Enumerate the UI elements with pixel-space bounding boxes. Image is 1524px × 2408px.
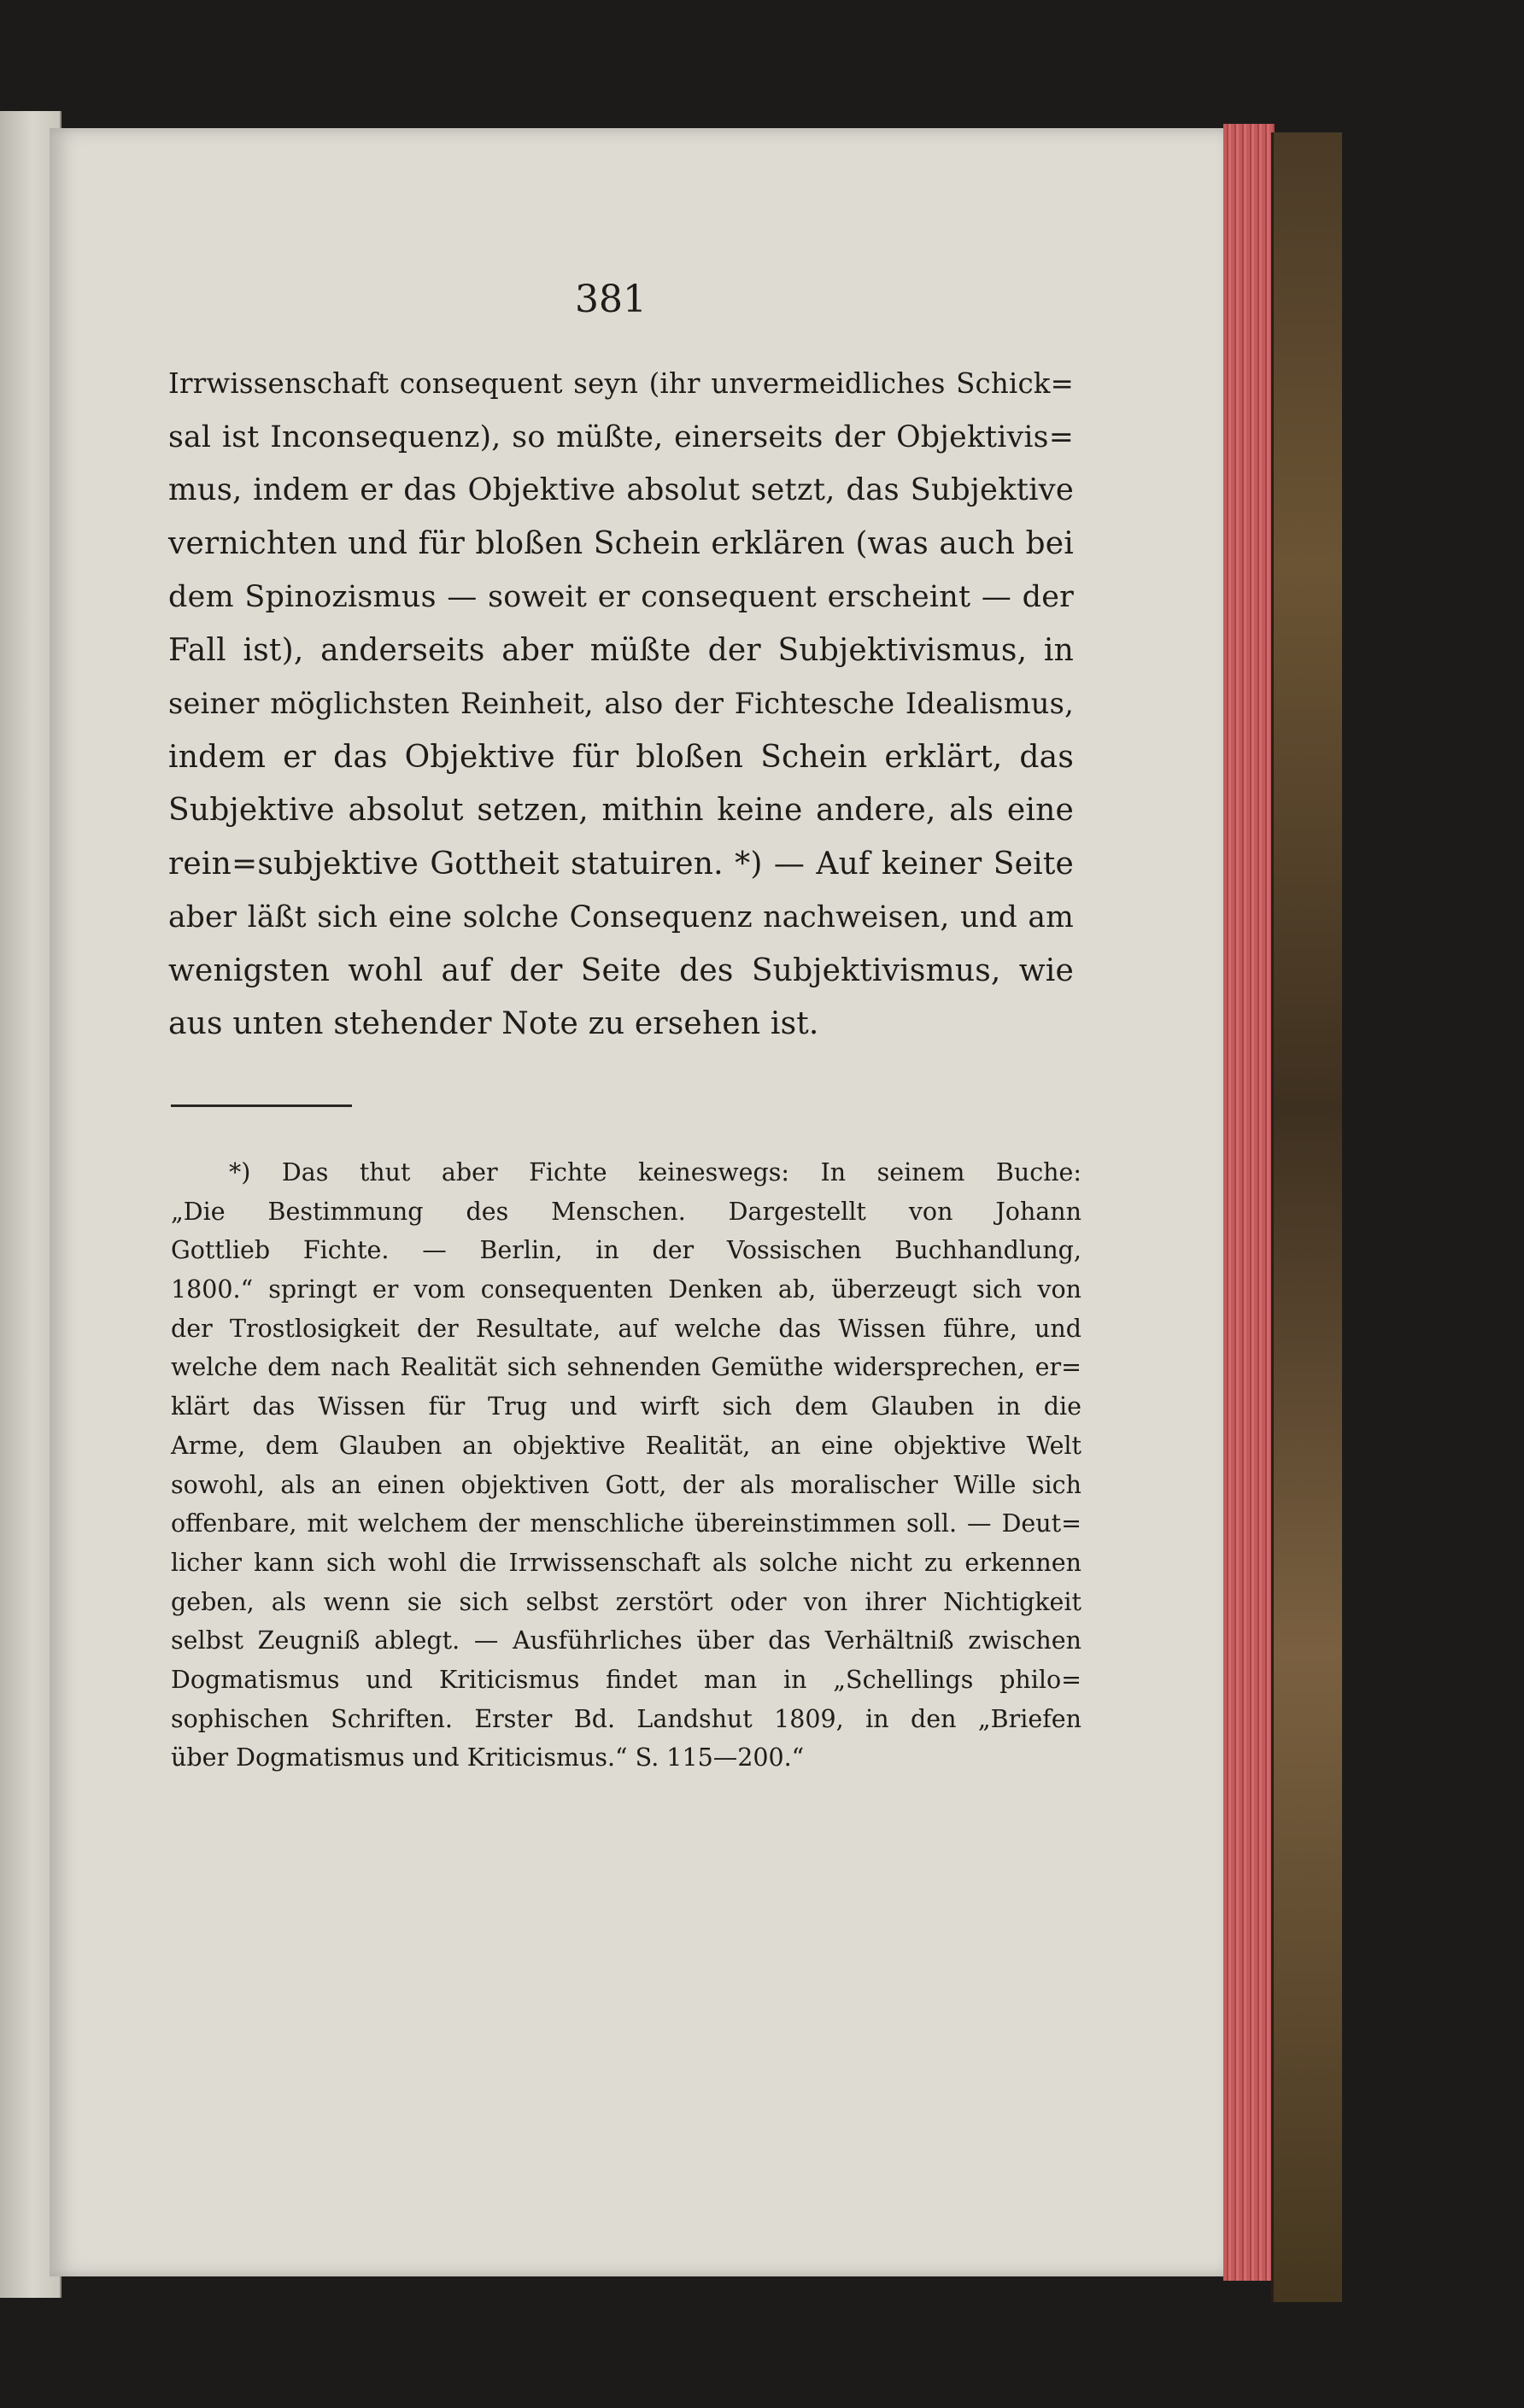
body-line: indem er das Objektive für bloßen Schein erklärt, das <box>168 739 1074 775</box>
footnote-line: 1800.“ springt er vom consequenten Denken ab, überzeugt sich von <box>171 1275 1081 1304</box>
body-text <box>168 357 1074 1052</box>
body-line: Fall ist), anderseits aber müßte der Subjektivismus, in <box>168 632 1074 668</box>
footnote-line: der Trostlosigkeit der Resultate, auf welche das Wissen führe, und <box>171 1314 1081 1343</box>
body-line: aus unten stehender Note zu ersehen ist. <box>168 1006 819 1041</box>
body-line: wenigsten wohl auf der Seite des Subjektivismus, wie <box>168 952 1074 988</box>
footnote-line: Gottlieb Fichte. — Berlin, in der Vossischen Buchhandlung, <box>171 1236 1081 1265</box>
body-line: mus, indem er das Objektive absolut setzt, das Subjektive <box>168 472 1074 507</box>
body-line: rein=subjektive Gottheit statuiren. *) — Auf keiner Seite <box>168 846 1074 882</box>
footnote-separator <box>171 1104 352 1107</box>
body-line: sal ist Inconsequenz), so müßte, einerseits der Objektivis= <box>168 419 1074 454</box>
body-line: Subjektive absolut setzen, mithin keine andere, als eine <box>168 793 1074 828</box>
footnote-line: Arme, dem Glauben an objektive Realität, an eine objektive Welt <box>171 1431 1081 1460</box>
body-line: vernichten und für bloßen Schein erklären (was auch bei <box>168 525 1074 561</box>
footnote-line: geben, als wenn sie sich selbst zerstört oder von ihrer Nichtigkeit <box>171 1587 1081 1616</box>
body-line: aber läßt sich eine solche Consequenz nachweisen, und am <box>168 900 1074 934</box>
footnote-line: *) Das thut aber Fichte keineswegs: In seinem Buche: <box>229 1158 1081 1186</box>
footnote-line: Dogmatismus und Kriticismus findet man in „Schellings philo= <box>171 1665 1081 1694</box>
page-number: 381 <box>575 278 647 321</box>
footnote <box>171 1153 1081 1778</box>
body-line: dem Spinozismus — soweit er consequent erscheint — der <box>168 580 1074 614</box>
footnote-line: offenbare, mit welchem der menschliche übereinstimmen soll. — Deut= <box>171 1509 1081 1538</box>
footnote-line: klärt das Wissen für Trug und wirft sich dem Glauben in die <box>171 1392 1081 1421</box>
body-line: Irrwissenschaft consequent seyn (ihr unvermeidliches Schick= <box>168 367 1074 400</box>
footnote-line: welche dem nach Realität sich sehnenden Gemüthe widersprechen, er= <box>171 1353 1081 1382</box>
body-line: seiner möglichsten Reinheit, also der Fichtesche Idealismus, <box>168 687 1074 720</box>
footnote-line: sowohl, als an einen objektiven Gott, der als moralischer Wille sich <box>171 1470 1081 1499</box>
footnote-line: licher kann sich wohl die Irrwissenschaft als solche nicht zu erkennen <box>171 1548 1081 1577</box>
footnote-line: selbst Zeugniß ablegt. — Ausführliches über das Verhältniß zwischen <box>171 1626 1081 1655</box>
footnote-line: „Die Bestimmung des Menschen. Dargestellt von Johann <box>171 1197 1081 1226</box>
footnote-line: über Dogmatismus und Kriticismus.“ S. 115—200.“ <box>171 1743 805 1772</box>
footnote-line: sophischen Schriften. Erster Bd. Landshut 1809, in den „Briefen <box>171 1704 1081 1733</box>
